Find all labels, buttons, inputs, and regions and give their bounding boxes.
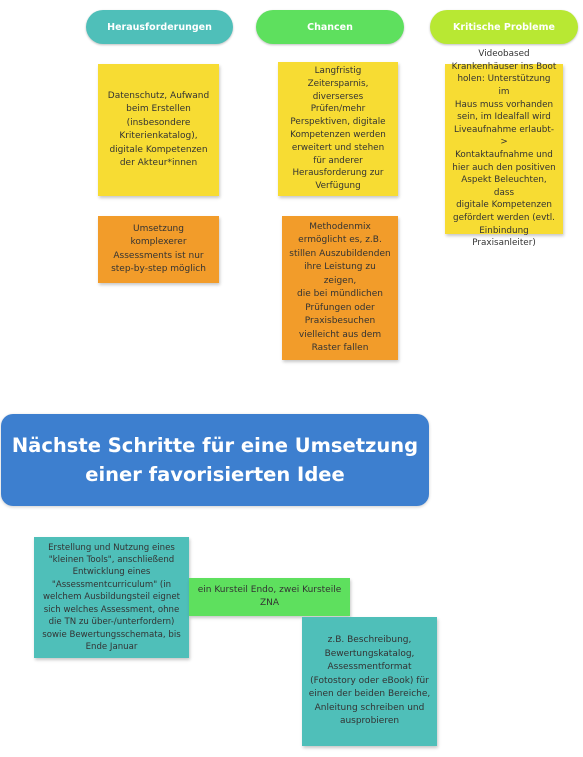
next-step-note-2[interactable]: ein Kursteil Endo, zwei Kursteile ZNA bbox=[189, 578, 350, 616]
next-step-note-3[interactable]: z.B. Beschreibung, Bewertungskatalog, Assessmentformat (Fotostory oder eBook) für einen der beiden Bereiche, Anleitung schreiben und ausprobieren bbox=[302, 617, 437, 746]
challenge-note-1[interactable]: Datenschutz, Aufwand beim Erstellen (insbesondere Kriterienkatalog), digitale Kompetenzen der Akteur*innen bbox=[98, 64, 219, 196]
header-challenges-label: Herausforderungen bbox=[107, 21, 212, 33]
challenge-note-2[interactable]: Umsetzung komplexerer Assessments ist nur step-by-step möglich bbox=[98, 216, 219, 283]
header-chances[interactable] bbox=[256, 10, 404, 44]
header-critical-label: Kritische Probleme bbox=[453, 21, 555, 33]
chance-note-2[interactable]: Methodenmix ermöglicht es, z.B. stillen Auszubildenden ihre Leistung zu zeigen, die bei mündlichen Prüfungen oder Praxisbesuchen vielleicht aus dem Raster fallen bbox=[282, 216, 398, 360]
next-step-note-1[interactable]: Erstellung und Nutzung eines "kleinen Tools", anschließend Entwicklung eines "Assessmentcurriculum" (in welchem Ausbildungsteil eignet sich welches Assessment, ohne die TN zu über-/unterfordern) sowie Bewertungsschemata, bis Ende Januar bbox=[34, 537, 189, 658]
header-challenges[interactable] bbox=[86, 10, 233, 44]
critical-note-1[interactable]: Videobased Krankenhäuser ins Boot holen: Unterstützung im Haus muss vorhanden sein, im Idealfall wird Liveaufnahme erlaubt-> Kontaktaufnahme und hier auch den positiven Aspekt Beleuchten, dass digitale Kompetenzen gefördert werden (evtl. Einbindung Praxisanleiter) bbox=[445, 64, 563, 234]
header-critical-problems[interactable] bbox=[430, 10, 578, 44]
next-steps-title: Nächste Schritte für eine Umsetzung einer favorisierten Idee bbox=[1, 414, 429, 506]
header-chances-label: Chancen bbox=[307, 21, 353, 33]
chance-note-1[interactable]: Langfristig Zeitersparnis, diverserses Prüfen/mehr Perspektiven, digitale Kompetenzen werden erweitert und stehen für anderer Herausforderung zur Verfügung bbox=[278, 62, 398, 196]
